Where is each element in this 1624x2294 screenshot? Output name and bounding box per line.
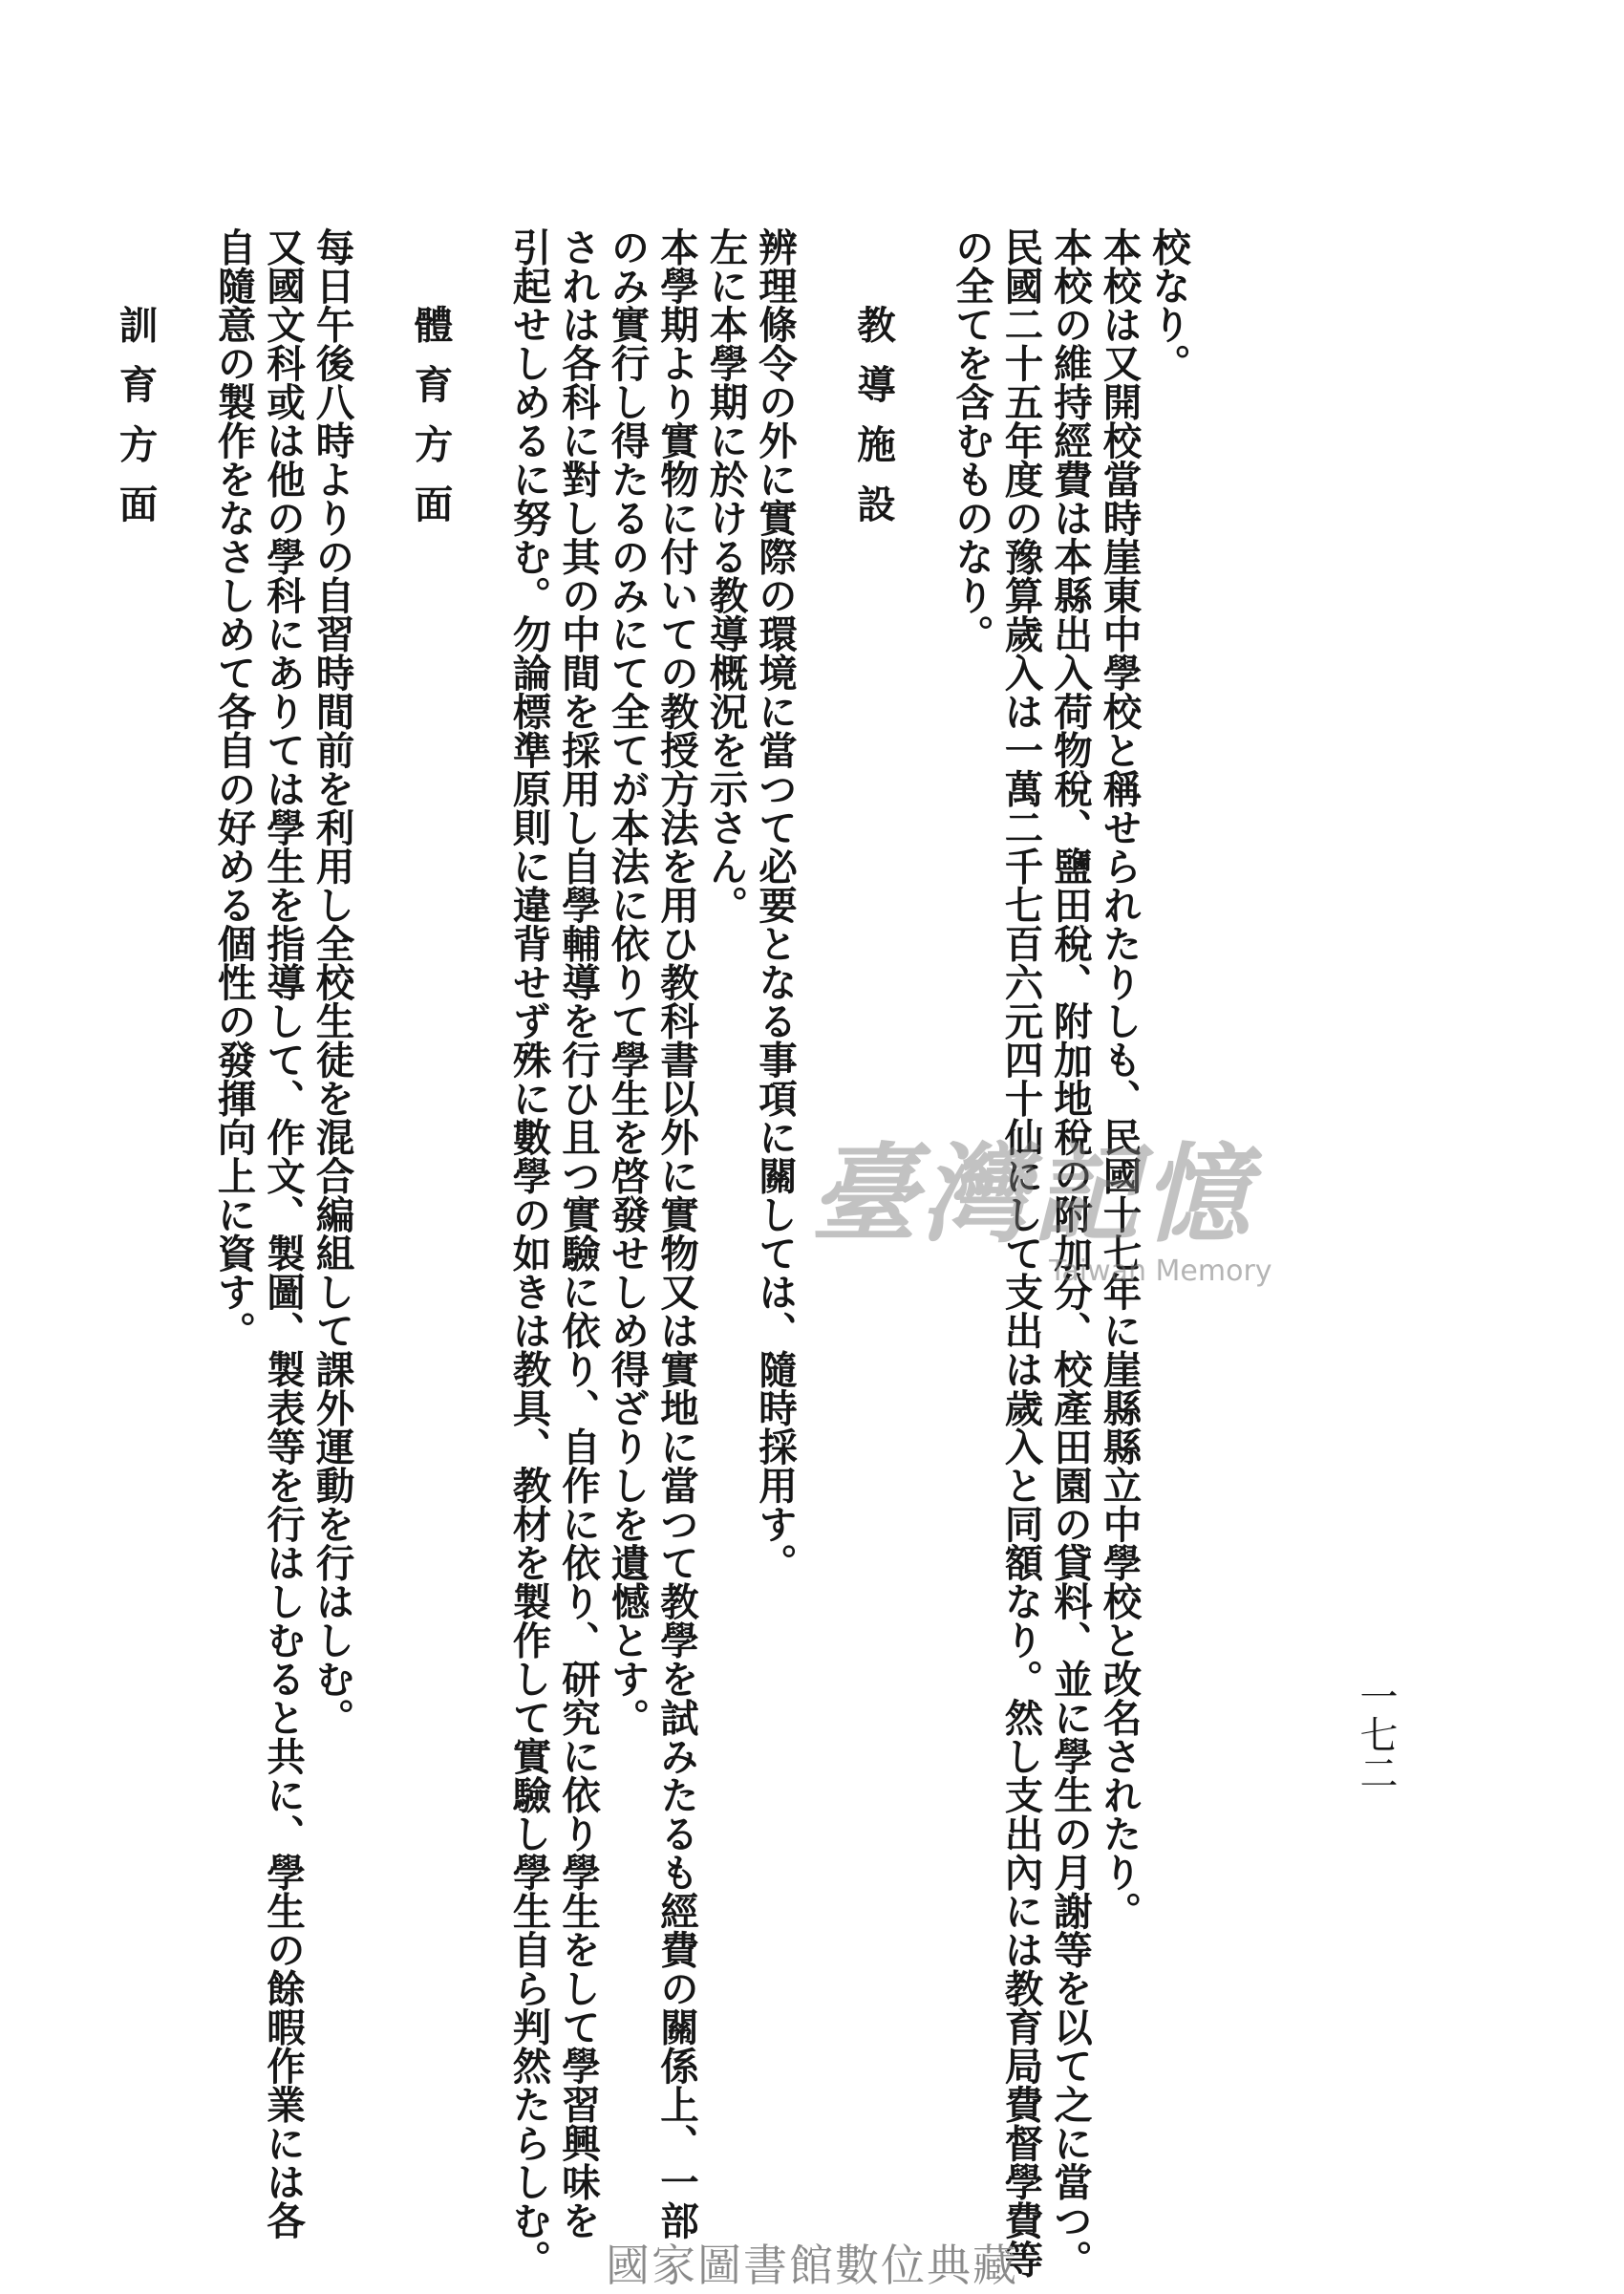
text-column: 每日午後八時よりの自習時間前を利用し全校生徒を混合編組して課外運動を行はしむ。	[309, 227, 355, 1737]
text-column: 引起せしめるに努む。勿論標準原則に違背せず殊に數學の如きは教具、教材を製作して實驗し學生自ら判然たらしむ。	[505, 227, 552, 2279]
text-column: 校なり。	[1145, 227, 1191, 382]
page-number: 一七二	[1354, 1677, 1398, 1791]
text-column: されは各科に對し其の中間を採用し自學輔導を行ひ且つ實驗に依り、自作に依り、研究に依り學生をして學習興味を	[555, 227, 601, 2240]
text-column: 民國二十五年度の豫算歲入は一萬二千七百六元四十仙にして支出は歲入と同額なり。然し支出內には教育局費督學費等	[997, 227, 1044, 2279]
text-column: 本學期より實物に付いての教授方法を用ひ教科書以外に實物又は實地に當つて教學を試みたるも經費の關係上、一部	[653, 227, 699, 2240]
section-heading-discipline: 訓育方面	[112, 305, 159, 544]
text-column: 自隨意の製作をなさしめて各自の好める個性の發揮向上に資す。	[210, 227, 257, 1350]
section-heading-physical-education: 體育方面	[407, 305, 454, 544]
text-column: の全てを含むものなり。	[949, 227, 994, 654]
section-heading-instruction: 教導施設	[850, 305, 896, 544]
text-column: 本校は又開校當時崖東中學校と稱せられたりしも、民國十七年に崖縣縣立中學校と改名されたり。	[1096, 227, 1143, 1930]
text-column: 又國文科或は他の學科にありては學生を指導して、作文、製圖、製表等を行はしむると共に、學生の餘暇作業には各	[260, 227, 306, 2240]
watermark-subtitle: Taiwan Memory	[1049, 1254, 1272, 1288]
text-column: 左に本學期に於ける教導概況を示さん。	[702, 227, 749, 924]
library-footer: 國家圖書館數位典藏	[606, 2240, 1018, 2291]
text-column: 辨理條令の外に實際の環境に當つて必要となる事項に關しては、隨時採用す。	[752, 227, 798, 1582]
watermark-logo: 臺灣記憶	[810, 1132, 1253, 1257]
text-column: のみ實行し得たるのみにて全てが本法に依りて學生を啓發せしめ得ざりしを遺憾とす。	[604, 227, 651, 1737]
text-column: 本校の維持經費は本縣出入荷物稅、鹽田稅、附加地稅の附加分、校產田園の貸料、並に學生の月謝等を以て之に當つ。	[1047, 227, 1093, 2279]
